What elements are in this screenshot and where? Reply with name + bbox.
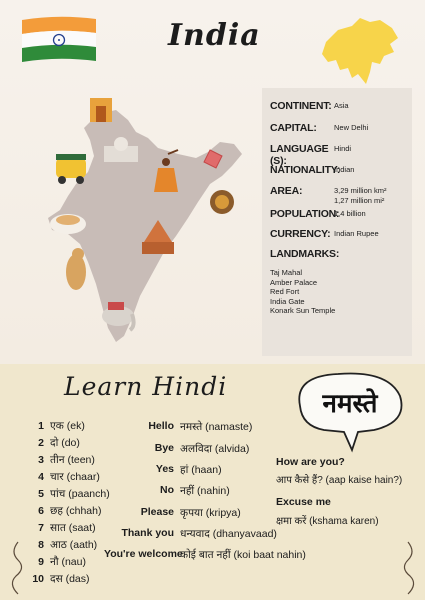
phrase-english: How are you? [276,456,345,468]
swirl-ornament-icon [396,540,420,596]
word-hindi: नहीं (nahin) [180,485,230,497]
info-currency: CURRENCY: Indian Rupee [270,228,379,240]
info-language: LANGUAGE (S):Hindi [270,143,352,167]
number-item: 1 एक (ek) [38,420,85,432]
number-item: 9 नौ (nau) [38,556,86,568]
landmarks-list [270,268,335,316]
word-hindi: हां (haan) [180,464,222,476]
gate-landmark-icon [90,98,112,122]
number-item: 3 तीन (teen) [38,454,95,466]
number-item: 7 सात (saat) [38,522,96,534]
info-continent: CONTINENT: Asia [270,100,349,112]
landmark-item: Amber Palace [270,277,318,287]
bubble-text: नमस्ते [322,388,378,418]
india-flag-icon [18,14,100,66]
area-mi: 1,27 million mi² [334,196,385,205]
word-hindi: अलविदा (alvida) [180,443,250,455]
number-item: 2 दो (do) [38,437,80,449]
word-english: Yes [155,463,174,475]
landmark-item: Red Fort [270,287,300,296]
word-english: No [160,484,174,496]
number-item: 4 चार (chaar) [38,471,100,483]
area-km: 3,29 million km² [334,186,387,195]
number-item: 10 दस (das) [32,573,90,585]
word-english: Hello [148,420,174,432]
info-panel [262,88,412,356]
word-english: You're welcome [104,548,183,560]
rickshaw-icon [56,154,86,184]
learn-title: Learn Hindi [64,372,228,401]
asia-continent-icon [308,12,404,92]
swirl-ornament-icon [6,540,30,596]
phrase-hindi: आप कैसे हैं? (aap kaise hain?) [276,475,403,486]
word-hindi: नमस्ते (namaste) [180,421,253,433]
word-english: Bye [154,442,174,454]
cheetah-icon [66,248,86,290]
speech-bubble [288,366,410,454]
landmark-item: Taj Mahal [270,268,303,277]
word-hindi: कृपया (kripya) [180,507,241,519]
phrase-english: Excuse me [276,496,331,508]
india-map [38,92,268,350]
info-area: AREA: 3,29 million km² 1,27 million mi² [270,185,387,205]
food-bowl-icon [50,214,86,234]
number-item: 5 पांच (paanch) [38,488,110,500]
word-english: Thank you [121,527,174,539]
country-title: India [168,18,261,53]
info-landmarks-heading: LANDMARKS: [270,248,340,260]
info-capital: CAPITAL: New Delhi [270,122,369,134]
word-english: Please [140,506,174,518]
phrase-hindi: क्षमा करें (kshama karen) [276,516,379,527]
number-item: 8 आठ (aath) [38,539,98,551]
info-population: POPULATION:1,4 billion [270,208,366,220]
diya-icon [210,190,234,214]
landmark-item: Konark Sun Temple [270,306,336,315]
info-nationality: NATIONALITY:Indian [270,164,355,176]
word-hindi: कोई बात नहीं (koi baat nahin) [180,549,306,561]
number-item: 6 छह (chhah) [38,505,102,517]
word-hindi: धन्यवाद (dhanyavaad) [180,528,277,540]
landmark-item: India Gate [270,296,305,306]
